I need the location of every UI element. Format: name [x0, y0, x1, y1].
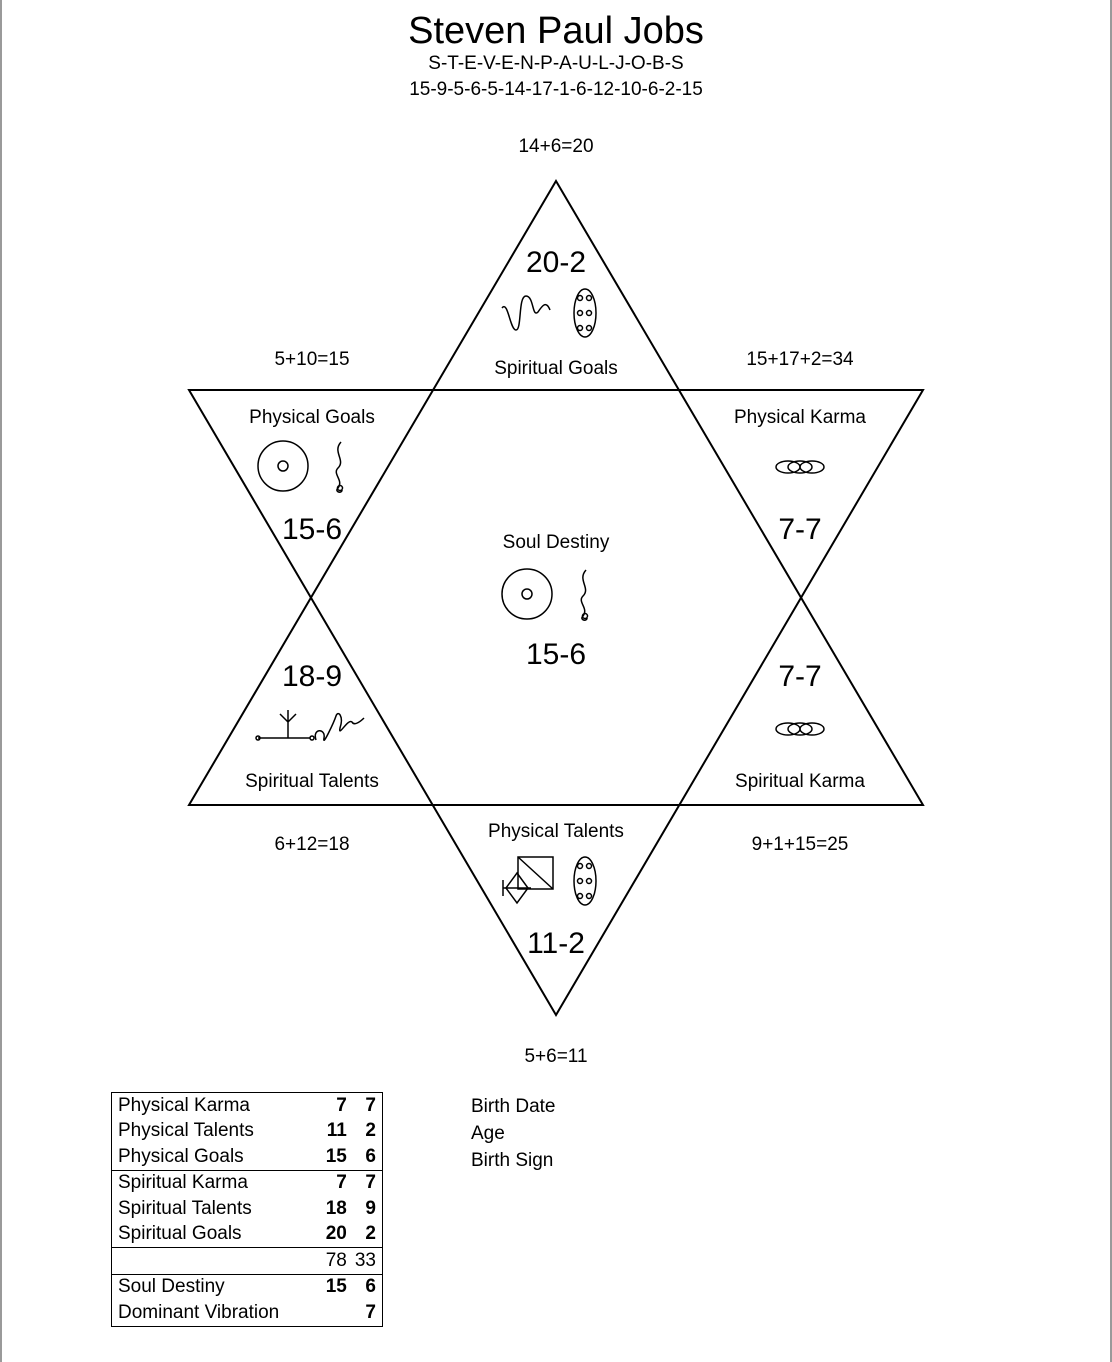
totals-value-a: 78 — [311, 1248, 349, 1275]
row-label: Spiritual Goals — [118, 1223, 242, 1245]
spiritual-goals-value: 20-2 — [525, 246, 587, 279]
name-numbers: 15-9-5-6-5-14-17-1-6-12-10-6-2-15 — [409, 79, 703, 100]
row-value-b: 6 — [349, 1274, 383, 1300]
branch-glyph — [256, 710, 314, 740]
diamond-square-glyph — [503, 857, 553, 903]
physical-talents-value: 11-2 — [527, 927, 585, 960]
summary-table — [111, 1092, 383, 1327]
row-label: Physical Talents — [118, 1120, 254, 1142]
table-row — [112, 1222, 383, 1248]
spiritual-karma-label: Spiritual Karma — [735, 771, 865, 792]
table-row — [112, 1170, 383, 1196]
row-label: Physical Goals — [118, 1145, 244, 1167]
lower-left-sum: 6+12=18 — [274, 834, 350, 855]
row-label: Dominant Vibration — [118, 1301, 280, 1323]
linked-rings-glyph — [776, 461, 824, 473]
linked-rings-glyph — [776, 723, 824, 735]
spiritual-karma-value: 7-7 — [778, 660, 822, 693]
totals-row — [112, 1248, 383, 1275]
chart-title: Steven Paul Jobs — [408, 10, 704, 52]
row-label: Soul Destiny — [112, 1274, 311, 1300]
spiritual-talents-label: Spiritual Talents — [245, 771, 379, 792]
row-label: Spiritual Talents — [118, 1197, 252, 1219]
physical-goals-value: 15-6 — [281, 513, 343, 546]
birth-sign-label: Birth Sign — [471, 1150, 554, 1171]
table-row — [112, 1093, 383, 1119]
top-sum: 14+6=20 — [518, 136, 594, 157]
lower-right-sum: 9+1+15=25 — [751, 834, 849, 855]
downward-triangle — [189, 390, 923, 1015]
row-value-a: 15 — [311, 1274, 349, 1300]
table-row — [112, 1144, 383, 1170]
upper-left-sum: 5+10=15 — [274, 349, 350, 370]
chain-links-glyph — [574, 289, 596, 337]
physical-goals-label: Physical Goals — [249, 407, 375, 428]
row-value-a: 7 — [336, 1094, 347, 1116]
concentric-circle-glyph — [258, 441, 308, 491]
concentric-circle-glyph — [502, 569, 552, 619]
soul-destiny-label: Soul Destiny — [502, 532, 610, 553]
row-value-b: 9 — [365, 1197, 376, 1219]
wave-glyph — [502, 296, 550, 330]
row-value-b: 6 — [365, 1145, 376, 1167]
row-label: Spiritual Karma — [112, 1170, 311, 1196]
row-value-a: 20 — [325, 1223, 347, 1245]
row-value-a: 18 — [325, 1197, 347, 1219]
row-value-b: 7 — [365, 1094, 376, 1116]
table-row — [112, 1119, 383, 1145]
table-row — [112, 1196, 383, 1222]
spiral-glyph — [581, 570, 587, 620]
row-label: Physical Karma — [118, 1094, 250, 1116]
totals-value-b: 33 — [349, 1248, 383, 1275]
spiritual-talents-value: 18-9 — [281, 660, 343, 693]
row-value-b: 2 — [365, 1120, 376, 1142]
row-value-a — [311, 1300, 349, 1326]
chain-links-glyph — [574, 857, 596, 905]
birth-info — [471, 1093, 555, 1174]
row-value-b: 7 — [349, 1170, 383, 1196]
row-value-b: 2 — [365, 1223, 376, 1245]
bottom-sum: 5+6=11 — [524, 1046, 588, 1067]
dominant-vibration-row — [112, 1300, 383, 1326]
row-value-a: 7 — [311, 1170, 349, 1196]
birth-date-label: Birth Date — [471, 1096, 556, 1117]
name-letters: S-T-E-V-E-N-P-A-U-L-J-O-B-S — [428, 53, 684, 74]
wave-glyph — [315, 714, 364, 741]
age-label: Age — [471, 1123, 505, 1144]
physical-karma-value: 7-7 — [778, 513, 822, 546]
soul-destiny-value: 15-6 — [525, 638, 587, 671]
physical-karma-label: Physical Karma — [734, 407, 866, 428]
totals-label — [112, 1248, 311, 1275]
row-value-a: 11 — [326, 1120, 347, 1142]
physical-talents-label: Physical Talents — [488, 821, 624, 842]
soul-destiny-row — [112, 1274, 383, 1300]
upper-right-sum: 15+17+2=34 — [746, 349, 854, 370]
row-value-a: 15 — [325, 1145, 347, 1167]
spiral-glyph — [336, 442, 342, 492]
spiritual-goals-label: Spiritual Goals — [494, 358, 618, 379]
row-value-b: 7 — [365, 1301, 376, 1323]
